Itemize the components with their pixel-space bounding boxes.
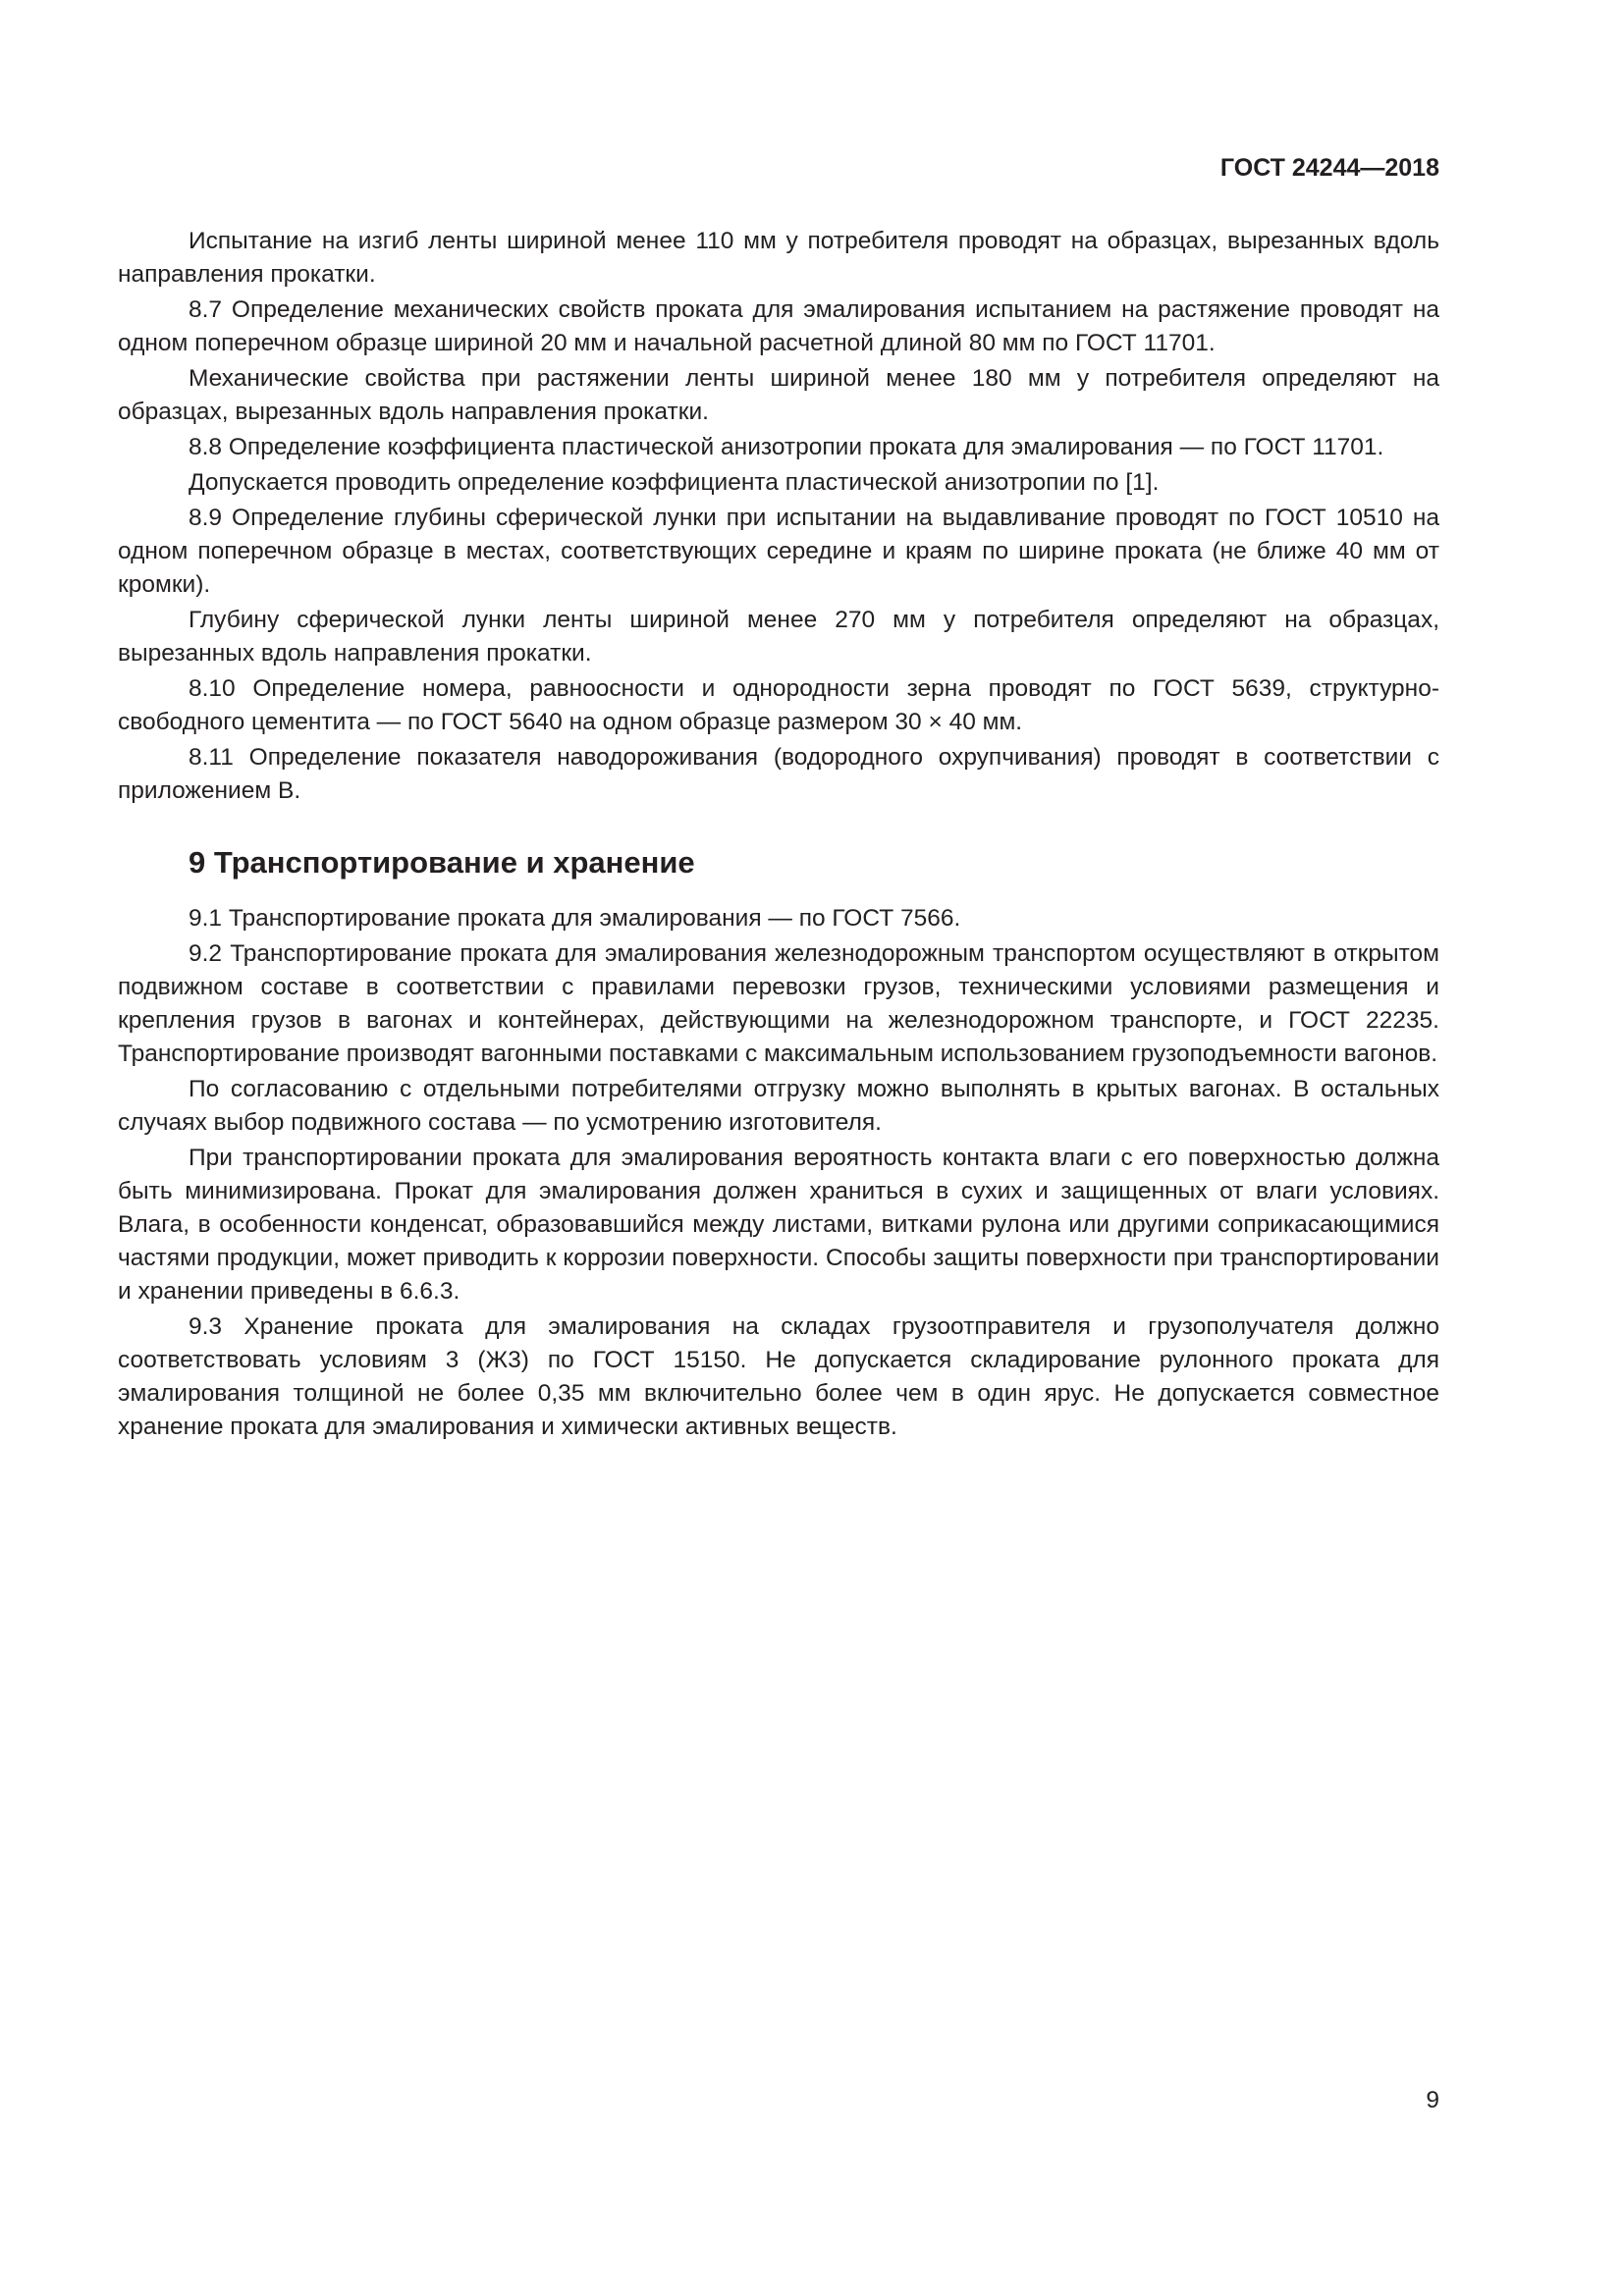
paragraph-8-11: 8.11 Определение показателя наводороживания (водородного охрупчивания) проводят в соответствии с приложением В. <box>118 744 1439 804</box>
paragraph-9-1: 9.1 Транспортирование проката для эмалирования — по ГОСТ 7566. <box>189 905 961 932</box>
page-number: 9 <box>1426 2087 1439 2113</box>
paragraph-8-8: 8.8 Определение коэффициента пластической анизотропии проката для эмалирования — по ГОСТ 11701. <box>189 434 1384 460</box>
section-9-heading: 9 Транспортирование и хранение <box>189 845 695 880</box>
paragraph-bend-test-note: Испытание на изгиб ленты шириной менее 110 мм у потребителя проводят на образцах, вырезанных вдоль направления прокатки. <box>118 228 1439 288</box>
document-body <box>118 225 1439 1444</box>
paragraph-tensile-note: Механические свойства при растяжении ленты шириной менее 180 мм у потребителя определяют на образцах, вырезанных вдоль направления прокатки. <box>118 365 1439 425</box>
paragraph-covered-wagons: По согласованию с отдельными потребителями отгрузку можно выполнять в крытых вагонах. В остальных случаях выбор подвижного состава — по усмотрению изготовителя. <box>118 1076 1439 1136</box>
paragraph-moisture-protection: При транспортировании проката для эмалирования вероятность контакта влаги с его поверхностью должна быть минимизирована. Прокат для эмалирования должен храниться в сухих и защищенных от влаги условиях. Влага, в особенности конденсат, образовавшийся между листами, витками рулона или другими соприкасающимися частями продукции, может приводить к коррозии поверхности. Способы защиты поверхности при транспортировании и хранении приведены в 6.6.3. <box>118 1145 1439 1305</box>
paragraph-8-10: 8.10 Определение номера, равноосности и однородности зерна проводят по ГОСТ 5639, структурно-свободного цементита — по ГОСТ 5640 на одном образце размером 30 × 40 мм. <box>118 675 1439 735</box>
paragraph-9-3: 9.3 Хранение проката для эмалирования на складах грузоотправителя и грузополучателя должно соответствовать условиям 3 (Ж3) по ГОСТ 15150. Не допускается складирование рулонного проката для эмалирования толщиной не более 0,35 мм включительно более чем в один ярус. Не допускается совместное хранение проката для эмалирования и химически активных веществ. <box>118 1313 1439 1440</box>
paragraph-9-2: 9.2 Транспортирование проката для эмалирования железнодорожным транспортом осуществляют в открытом подвижном составе в соответствии с правилами перевозки грузов, техническими условиями размещения и крепления грузов в вагонах и контейнерах, действующими на железнодорожном транспорте, и ГОСТ 22235. Транспортирование производят вагонными поставками с максимальным использованием грузоподъемности вагонов. <box>118 940 1439 1067</box>
paragraph-8-7: 8.7 Определение механических свойств проката для эмалирования испытанием на растяжение проводят на одном поперечном образце шириной 20 мм и начальной расчетной длиной 80 мм по ГОСТ 11701. <box>118 296 1439 356</box>
paragraph-8-9: 8.9 Определение глубины сферической лунки при испытании на выдавливание проводят по ГОСТ 10510 на одном поперечном образце в местах, соответствующих середине и краям по ширине проката (не ближе 40 мм от кромки). <box>118 505 1439 598</box>
paragraph-cupping-note: Глубину сферической лунки ленты шириной менее 270 мм у потребителя определяют на образцах, вырезанных вдоль направления прокатки. <box>118 607 1439 667</box>
paragraph-anisotropy-note: Допускается проводить определение коэффициента пластической анизотропии по [1]. <box>189 469 1160 496</box>
document-code-header: ГОСТ 24244—2018 <box>1219 154 1439 182</box>
